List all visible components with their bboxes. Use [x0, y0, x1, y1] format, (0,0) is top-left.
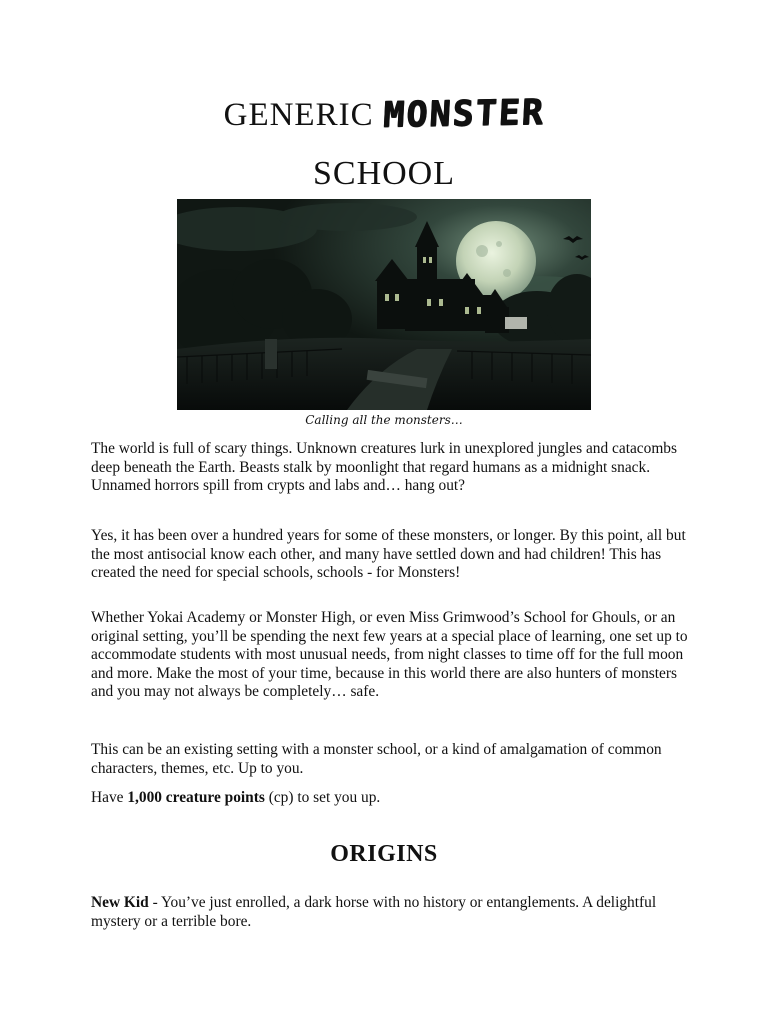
haunted-house-image [177, 199, 591, 410]
page-subtitle: SCHOOL [312, 155, 456, 192]
intro-paragraph: This can be an existing setting with a monster school, or a kind of amalgamation of common characters, themes, etc. Up to you. [91, 741, 662, 777]
points-amount: 1,000 creature points [127, 789, 265, 806]
origin-description: - You’ve just enrolled, a dark horse with no history or entanglements. A delightful mystery or a terrible bore. [91, 894, 657, 930]
sign-post [505, 317, 527, 329]
intro-paragraph: The world is full of scary things. Unknown creatures lurk in unexplored jungles and catacombs deep beneath the Earth. Beasts stalk by moonlight that regard humans as a midnight snack. Unnamed horrors spill from crypts and labs and… hang out? [91, 440, 677, 495]
title-word-monster: MONSTER [381, 92, 546, 136]
intro-paragraph: Yes, it has been over a hundred years for some of these monsters, or longer. By this point, all but the most antisocial know each other, and many have settled down and had children! This has created the need for special schools, schools - for Monsters! [91, 527, 686, 582]
title-word-generic: GENERIC [223, 97, 374, 133]
section-heading-origins: ORIGINS [330, 841, 438, 867]
points-prefix: Have [91, 789, 128, 806]
intro-paragraph: Whether Yokai Academy or Monster High, or even Miss Grimwood’s School for Ghouls, or an original setting, you’ll be spending the next few years at a special place of learning, one set up to accommodate students with most unusual needs, from night classes to time off for the full moon and more. Make the most of your time, because in this world there are also hunters of monsters and you may not always be completely… safe. [91, 609, 688, 701]
page-title [0, 86, 768, 143]
origin-label: New Kid [91, 894, 149, 911]
origin-new-kid [91, 894, 691, 931]
points-paragraph [91, 789, 691, 808]
gate-pillar-left [265, 339, 277, 369]
points-suffix: (cp) to set you up. [264, 789, 381, 806]
image-caption: Calling all the monsters… [305, 413, 463, 427]
